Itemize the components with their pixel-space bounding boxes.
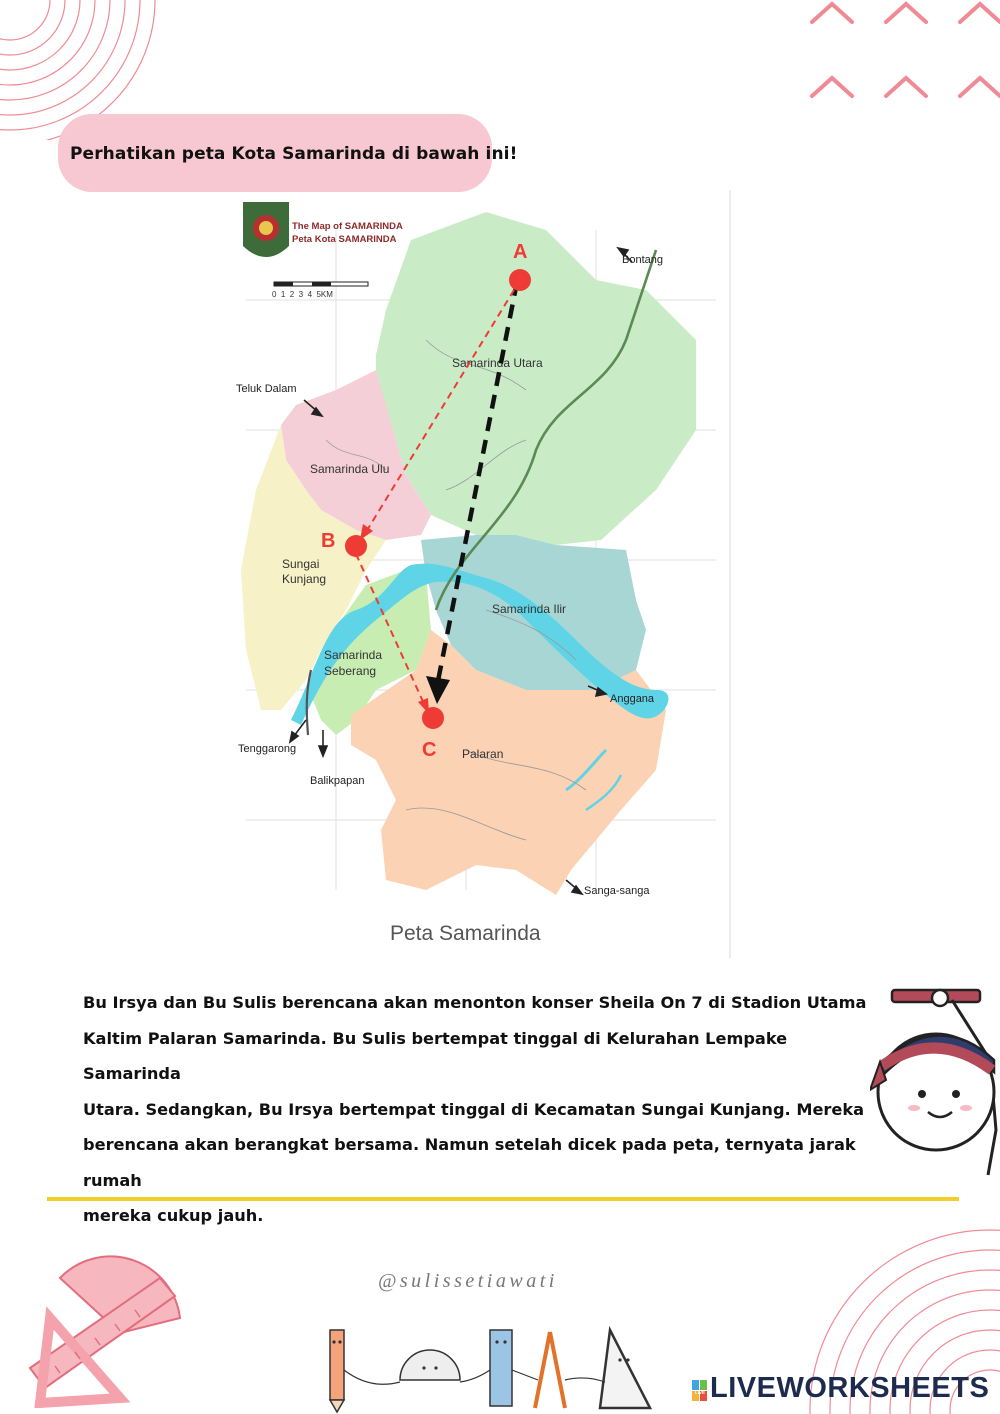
label-tenggarong: Tenggarong <box>238 743 297 755</box>
point-b-label: B <box>321 530 336 552</box>
label-sungai-kunjang-1: Sungai <box>282 557 320 571</box>
label-sanga-sanga: Sanga-sanga <box>584 885 650 897</box>
liveworksheets-logo-text: LIVE <box>694 1390 706 1395</box>
label-samarinda-ilir: Samarinda Ilir <box>492 602 567 616</box>
label-samarinda-seberang-2: Seberang <box>324 664 377 678</box>
kid-holding-ruler-illustration <box>870 980 1000 1190</box>
liveworksheets-logo-icon <box>692 1380 708 1402</box>
section-divider <box>47 1197 959 1201</box>
chevron-pattern-deco <box>800 0 1000 110</box>
label-teluk-dalam: Teluk Dalam <box>236 383 297 395</box>
label-samarinda-ulu: Samarinda Ulu <box>310 462 390 476</box>
label-samarinda-seberang-1: Samarinda <box>324 648 383 662</box>
samarinda-map <box>226 190 732 958</box>
map-header-line2: Peta Kota SAMARINDA <box>292 234 397 245</box>
instruction-text: Perhatikan peta Kota Samarinda di bawah ini! <box>70 144 518 164</box>
brand-text: LIVEWORKSHEETS <box>710 1372 990 1404</box>
liveworksheets-brand <box>710 1372 989 1405</box>
samarinda-emblem-logo <box>243 202 289 257</box>
map-header-line1: The Map of SAMARINDA <box>292 221 403 232</box>
author-credit: @sulissetiawati <box>378 1270 558 1292</box>
map-scale-label: 0 1 2 3 4 5KM <box>272 290 333 299</box>
map-scale-bar <box>272 282 368 299</box>
label-balikpapan: Balikpapan <box>310 775 365 787</box>
point-c-label: C <box>422 739 437 761</box>
story-line: Utara. Sedangkan, Bu Irsya bertempat tinggal di Kecamatan Sungai Kunjang. Mereka <box>83 1099 865 1119</box>
story-line: Kaltim Palaran Samarinda. Bu Sulis bertempat tinggal di Kelurahan Lempake Samarinda <box>83 1028 788 1083</box>
point-b-marker <box>345 535 367 557</box>
point-a-marker <box>509 269 531 291</box>
ruler-protractor-deco <box>10 1238 200 1408</box>
label-bontang: Bontang <box>622 254 663 266</box>
label-palaran: Palaran <box>462 747 504 761</box>
stationery-characters-illustration <box>320 1320 660 1414</box>
story-line: berencana akan berangkat bersama. Namun setelah dicek pada peta, ternyata jarak rumah <box>83 1135 856 1190</box>
label-anggana: Anggana <box>610 693 655 705</box>
story-line: mereka cukup jauh. <box>83 1206 264 1225</box>
point-c-marker <box>422 707 444 729</box>
story-line: Bu Irsya dan Bu Sulis berencana akan menonton konser Sheila On 7 di Stadion Utama <box>83 993 867 1012</box>
point-a-label: A <box>513 241 528 263</box>
label-sungai-kunjang-2: Kunjang <box>282 572 327 586</box>
map-caption: Peta Samarinda <box>390 922 541 945</box>
label-samarinda-utara: Samarinda Utara <box>452 356 543 370</box>
